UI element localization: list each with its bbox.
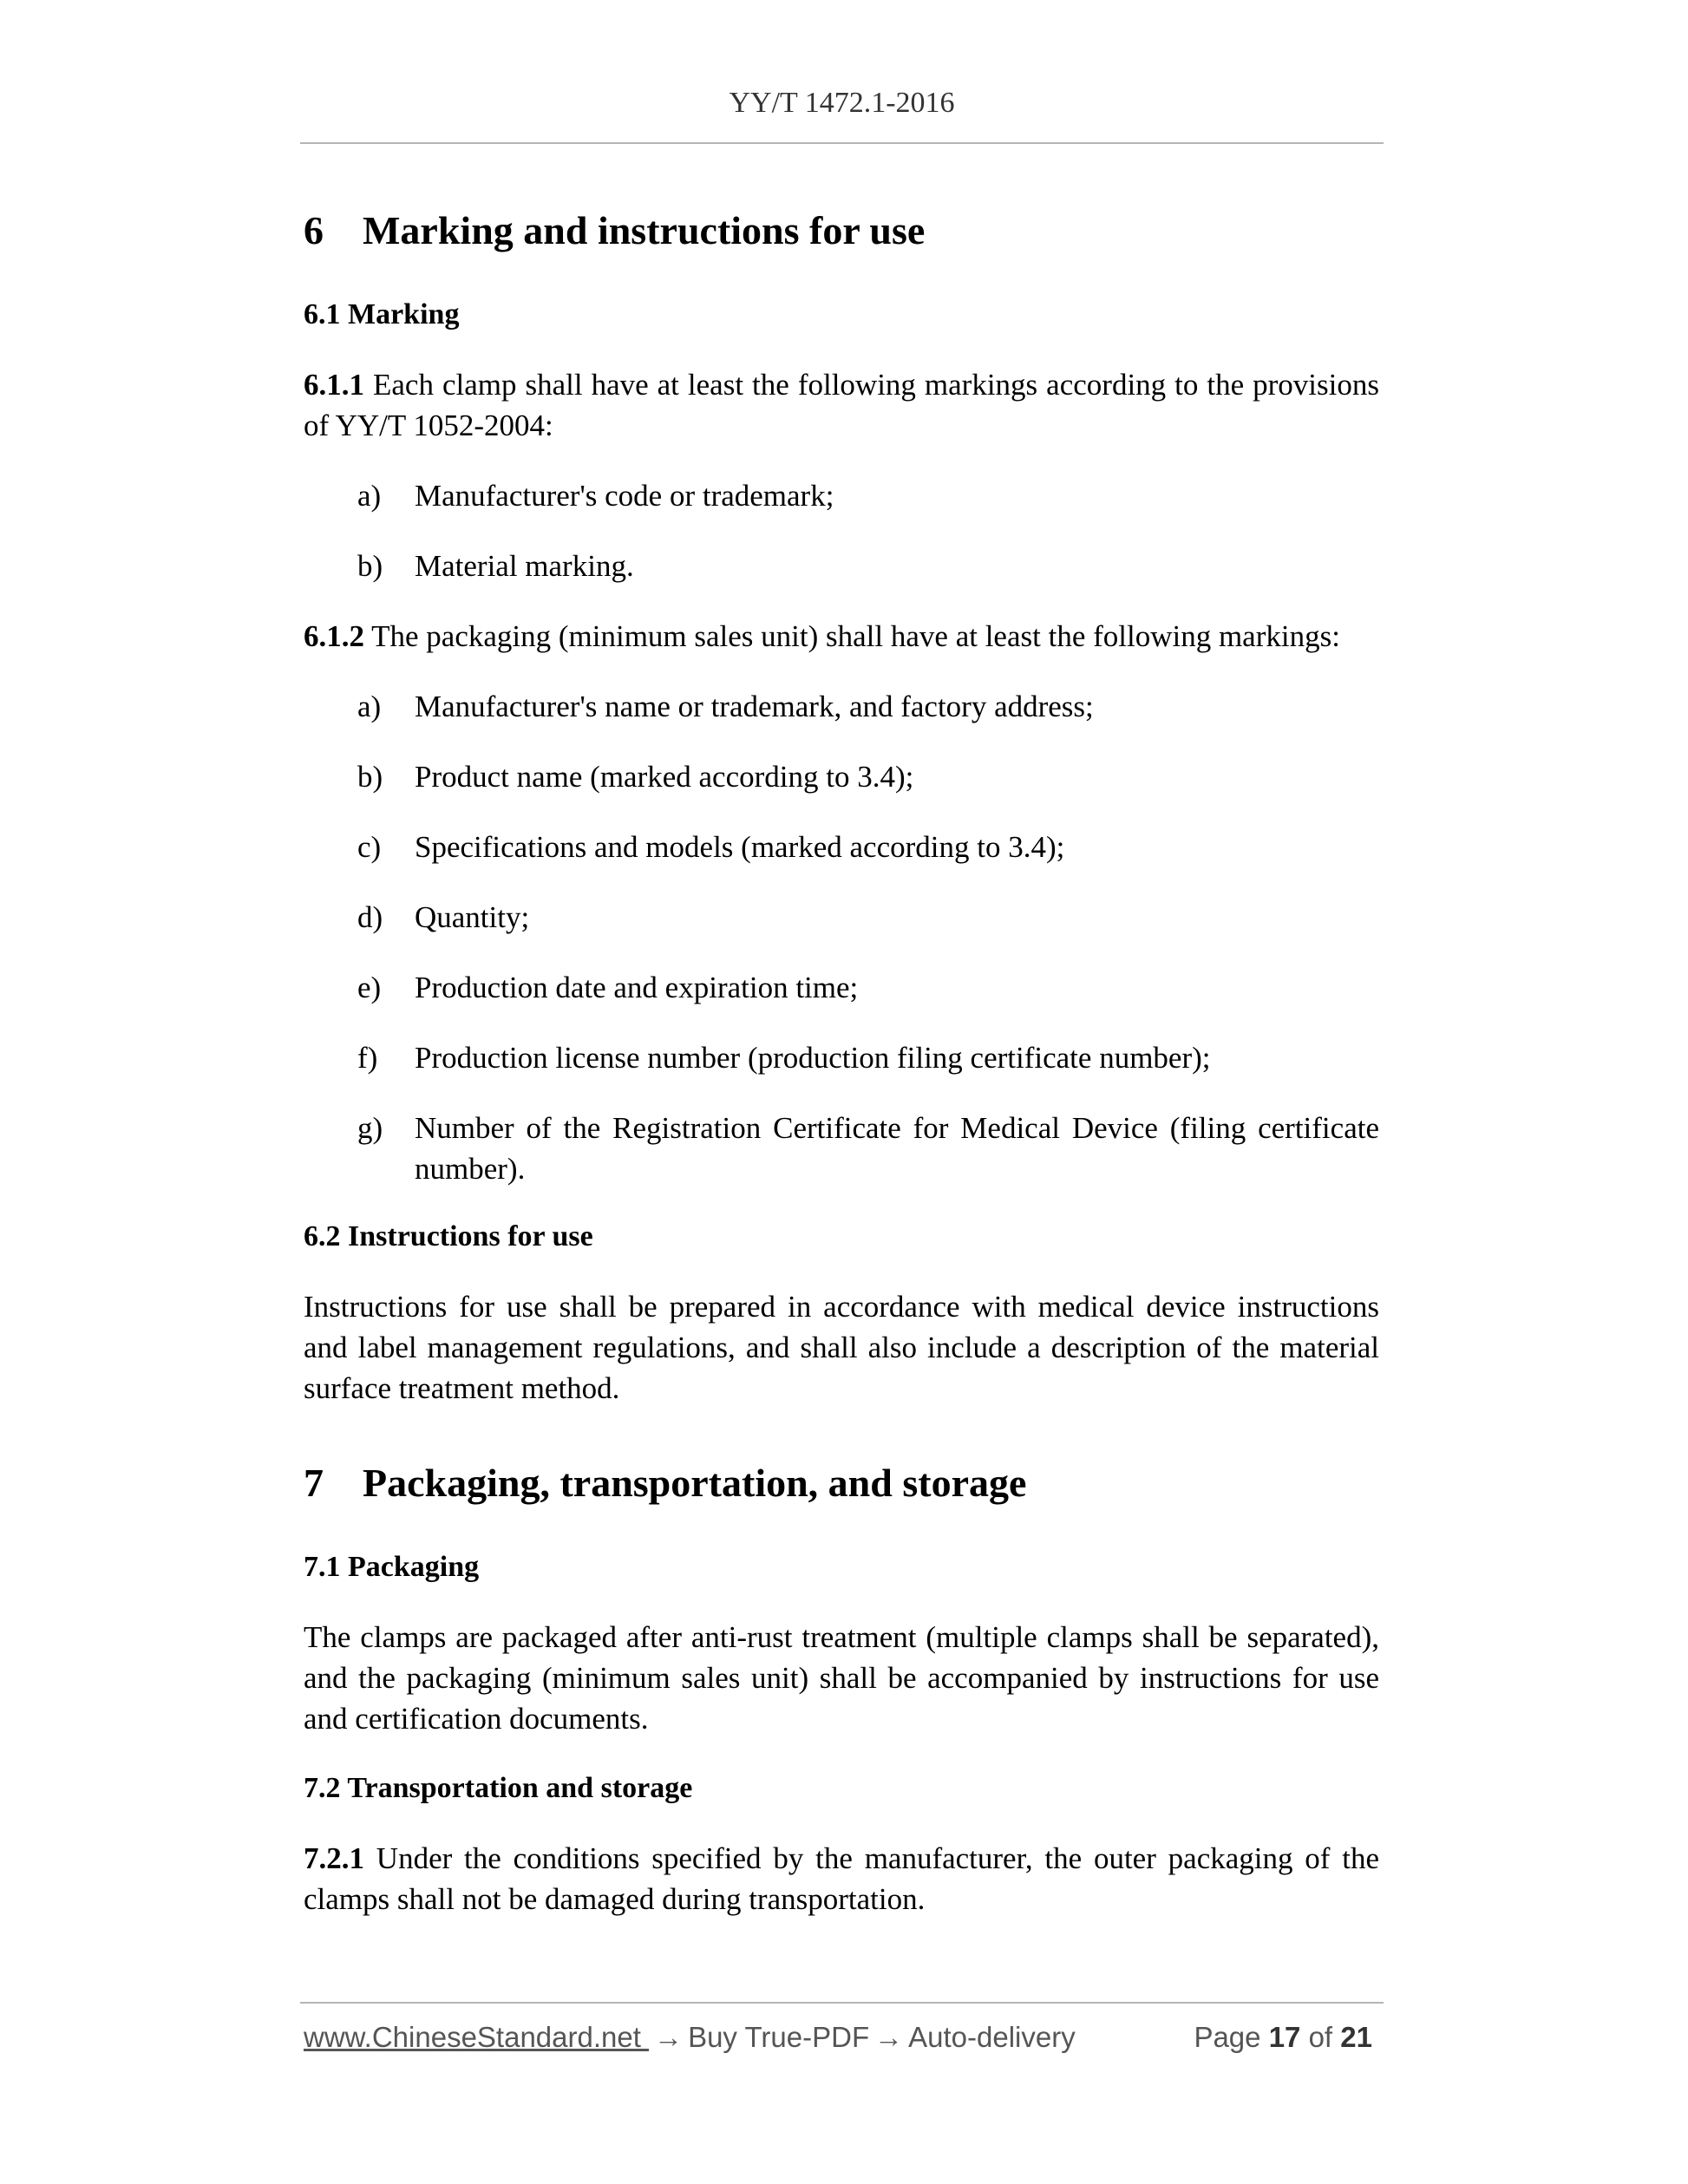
arrow-right-icon: → <box>654 2021 684 2053</box>
list-item-text: Quantity; <box>415 900 530 934</box>
section-6-2-text: Instructions for use shall be prepared in accordance with medical device instructions and label management regulations, and shall also include a description of the material surface treatment method. <box>304 1290 1379 1405</box>
list-item-label: f) <box>357 1041 378 1075</box>
list-item <box>304 1037 1379 1078</box>
list-item-label: a) <box>357 479 382 513</box>
page-total: 21 <box>1340 2021 1372 2053</box>
list-item <box>304 475 1379 516</box>
section-7-number: 7 <box>304 1461 324 1505</box>
clause-7-2-1-text: Under the conditions specified by the manufacturer, the outer packaging of the clamps shall not be damaged during transportation. <box>304 1841 1379 1916</box>
clause-7-2-1-number: 7.2.1 <box>304 1841 364 1875</box>
list-item-text: Production license number (production filing certificate number); <box>415 1041 1211 1075</box>
delivery-text: Auto-delivery <box>908 2021 1076 2053</box>
list-item-label: g) <box>357 1111 383 1145</box>
list-item <box>304 546 1379 586</box>
section-7-title: Packaging, transportation, and storage <box>363 1461 1027 1505</box>
list-item-text: Product name (marked according to 3.4); <box>415 760 914 794</box>
list-item <box>304 1108 1379 1189</box>
list-item-text: Number of the Registration Certificate for Medical Device (filing certificate number). <box>415 1111 1379 1186</box>
clause-6-1-2-text: The packaging (minimum sales unit) shall have at least the following markings: <box>364 619 1340 653</box>
section-6-1-heading: 6.1 Marking <box>304 298 460 330</box>
clause-6-1-1-text: Each clamp shall have at least the following markings according to the provisions of YY/T 1052-2004: <box>304 368 1379 442</box>
list-item-text: Manufacturer's code or trademark; <box>415 479 834 513</box>
list-item-text: Manufacturer's name or trademark, and factory address; <box>415 690 1094 723</box>
header-rule <box>300 142 1384 144</box>
page-footer <box>304 2021 1379 2064</box>
page-content <box>304 206 1379 1919</box>
section-7-2-heading: 7.2 Transportation and storage <box>304 1772 693 1804</box>
section-6-heading <box>304 206 1379 255</box>
clause-6-1-2-number: 6.1.2 <box>304 619 364 653</box>
of-word: of <box>1308 2021 1333 2053</box>
footer-rule <box>300 2002 1384 2004</box>
section-7-heading <box>304 1459 1379 1507</box>
list-item-text: Production date and expiration time; <box>415 971 859 1004</box>
list-item <box>304 686 1379 727</box>
list-item-label: a) <box>357 690 382 723</box>
clause-6-1-1 <box>304 364 1379 446</box>
site-link[interactable]: www.ChineseStandard.net <box>304 2021 650 2053</box>
section-6-number: 6 <box>304 208 324 252</box>
clause-6-1-1-number: 6.1.1 <box>304 368 364 402</box>
page-indicator <box>1194 2021 1372 2054</box>
list-item-label: d) <box>357 900 383 934</box>
list-item <box>304 897 1379 938</box>
list-item-text: Material marking. <box>415 549 634 583</box>
list-item-label: c) <box>357 830 382 864</box>
section-6-title: Marking and instructions for use <box>363 208 926 252</box>
footer-promo <box>304 2021 1076 2054</box>
list-item-label: b) <box>357 760 383 794</box>
list-item <box>304 967 1379 1008</box>
running-header: YY/T 1472.1-2016 <box>729 87 955 119</box>
list-item-label: b) <box>357 549 383 583</box>
page-word: Page <box>1194 2021 1261 2053</box>
arrow-right-icon: → <box>874 2021 904 2053</box>
list-item <box>304 756 1379 797</box>
clause-6-1-2 <box>304 616 1379 657</box>
list-item-label: e) <box>357 971 382 1004</box>
clause-7-2-1 <box>304 1838 1379 1919</box>
section-7-1-text: The clamps are packaged after anti-rust treatment (multiple clamps shall be separated), and the packaging (minimum sales unit) shall be accompanied by instructions for use and certification documents. <box>304 1620 1379 1736</box>
section-7-1-heading: 7.1 Packaging <box>304 1551 480 1583</box>
section-6-2-heading: 6.2 Instructions for use <box>304 1220 593 1252</box>
list-item-text: Specifications and models (marked according to 3.4); <box>415 830 1065 864</box>
page-current: 17 <box>1268 2021 1301 2053</box>
list-item <box>304 827 1379 867</box>
buy-text: Buy True-PDF <box>688 2021 870 2053</box>
